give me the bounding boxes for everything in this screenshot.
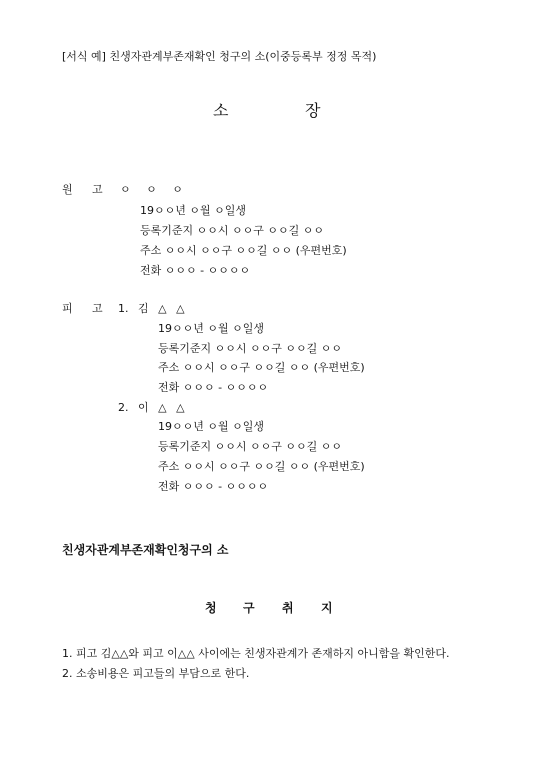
claim-heading-char-2: 구 (243, 601, 255, 615)
plaintiff-label-1: 원 (62, 183, 73, 196)
plaintiff-name: ㅇ ㅇ ㅇ (120, 183, 189, 196)
claim-heading-char-4: 지 (321, 601, 333, 615)
plaintiff-phone: 전화 ㅇㅇㅇ - ㅇㅇㅇㅇ (140, 264, 251, 277)
claim-heading-char-3: 취 (282, 601, 294, 615)
title-char-1: 소 (213, 101, 229, 120)
plaintiff-birth: 19ㅇㅇ년 ㅇ월 ㅇ일생 (140, 204, 246, 217)
case-name: 친생자관계부존재확인청구의 소 (62, 543, 229, 557)
defendant-1-registry: 등록기준지 ㅇㅇ시 ㅇㅇ구 ㅇㅇ길 ㅇㅇ (158, 342, 343, 355)
defendant-2-registry: 등록기준지 ㅇㅇ시 ㅇㅇ구 ㅇㅇ길 ㅇㅇ (158, 440, 343, 453)
defendant-2-birth: 19ㅇㅇ년 ㅇ월 ㅇ일생 (158, 420, 264, 433)
defendant-1-heading: 1. 김 △ △ (118, 302, 185, 315)
claim-item-2: 2. 소송비용은 피고들의 부담으로 한다. (62, 667, 250, 680)
claim-item-1: 1. 피고 김△△와 피고 이△△ 사이에는 친생자관계가 존재하지 아니함을 확인한다. (62, 647, 450, 660)
title-char-2: 장 (305, 101, 321, 120)
plaintiff-address: 주소 ㅇㅇ시 ㅇㅇ구 ㅇㅇ길 ㅇㅇ (우편번호) (140, 244, 347, 257)
defendant-2-address: 주소 ㅇㅇ시 ㅇㅇ구 ㅇㅇ길 ㅇㅇ (우편번호) (158, 460, 365, 473)
defendant-1-birth: 19ㅇㅇ년 ㅇ월 ㅇ일생 (158, 322, 264, 335)
defendant-label-2: 고 (92, 302, 103, 315)
form-header: [서식 예] 친생자관계부존재확인 청구의 소(이중등록부 정정 목적) (62, 50, 377, 63)
defendant-1-address: 주소 ㅇㅇ시 ㅇㅇ구 ㅇㅇ길 ㅇㅇ (우편번호) (158, 361, 365, 374)
defendant-2-phone: 전화 ㅇㅇㅇ - ㅇㅇㅇㅇ (158, 480, 269, 493)
claim-heading-char-1: 청 (205, 601, 217, 615)
defendant-label-1: 피 (62, 302, 73, 315)
defendant-1-phone: 전화 ㅇㅇㅇ - ㅇㅇㅇㅇ (158, 381, 269, 394)
plaintiff-label-2: 고 (92, 183, 103, 196)
defendant-2-heading: 2. 이 △ △ (118, 401, 185, 414)
plaintiff-registry: 등록기준지 ㅇㅇ시 ㅇㅇ구 ㅇㅇ길 ㅇㅇ (140, 224, 325, 237)
